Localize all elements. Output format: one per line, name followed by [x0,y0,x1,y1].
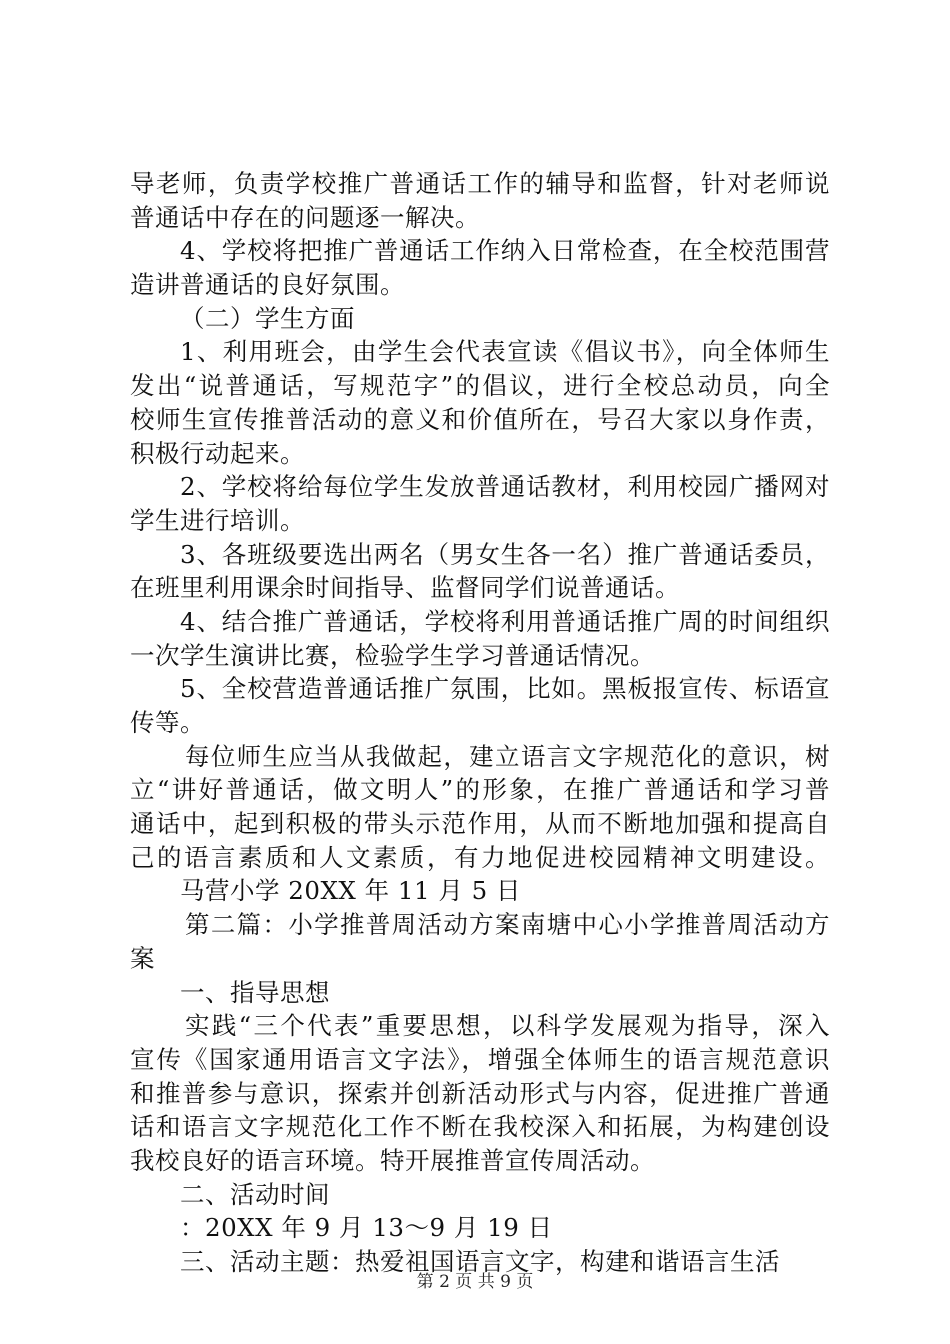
text-line: 在班里利用课余时间指导、监督同学们说普通话。 [130,573,680,603]
text-line: 导老师，负责学校推广普通话工作的辅导和监督，针对老师说 [130,169,830,198]
text-line: 2、学校将给每位学生发放普通话教材，利用校园广播网对 [180,472,830,502]
text-line: 造讲普通话的良好氛围。 [130,270,405,300]
text-line: 实践“三个代表”重要思想，以科学发展观为指导，深入 [185,1011,830,1041]
text-line: 立“讲好普通话，做文明人”的形象，在推广普通话和学习普 [130,775,830,805]
text-line: 第二篇：小学推普周活动方案南塘中心小学推普周活动方 [185,910,830,940]
text-line: 4、结合推广普通话，学校将利用普通话推广周的时间组织 [180,606,830,636]
text-line: 普通话中存在的问题逐一解决。 [130,202,480,232]
text-line: 发出“说普通话，写规范字”的倡议，进行全校总动员，向全 [130,371,830,401]
text-line: 己的语言素质和人文素质，有力地促进校园精神文明建设。 [130,842,830,872]
text-line: 通话中，起到积极的带头示范作用，从而不断地加强和提高自 [130,809,830,839]
text-line: 一、指导思想 [180,977,330,1007]
text-line: 二、活动时间 [180,1179,330,1209]
text-line: 积极行动起来。 [130,438,305,468]
document-body [130,167,830,1279]
text-line: 案 [130,943,155,973]
text-line: 5、全校营造普通话推广氛围，比如。黑板报宣传、标语宣 [180,674,830,704]
text-line: 学生进行培训。 [130,505,305,535]
text-line: 一次学生演讲比赛，检验学生学习普通话情况。 [130,640,655,670]
text-line: 和推普参与意识，探索并创新活动形式与内容，促进推广普通 [130,1078,830,1108]
text-line: ：20XX 年 9 月 13～9 月 19 日 [180,1213,553,1243]
text-line: （二）学生方面 [180,303,355,333]
text-line: 校师生宣传推普活动的意义和价值所在，号召大家以身作责， [130,404,830,434]
text-line: 3、各班级要选出两名（男女生各一名）推广普通话委员， [180,539,830,569]
text-line: 1、利用班会，由学生会代表宣读《倡议书》，向全体师生 [180,337,830,367]
text-line: 宣传《国家通用语言文字法》，增强全体师生的语言规范意识 [130,1044,830,1074]
text-line: 三、活动主题：热爱祖国语言文字，构建和谐语言生活 [180,1247,780,1276]
page-footer: 第 2 页 共 9 页 [416,1272,534,1292]
text-line: 话和语言文字规范化工作不断在我校深入和拓展，为构建创设 [130,1112,830,1142]
text-line: 传等。 [130,708,205,737]
text-line: 我校良好的语言环境。特开展推普宣传周活动。 [130,1145,655,1175]
text-line: 4、学校将把推广普通话工作纳入日常检查，在全校范围营 [180,236,830,266]
text-line: 每位师生应当从我做起，建立语言文字规范化的意识，树 [185,741,830,771]
text-line: 马营小学 20XX 年 11 月 5 日 [180,876,522,906]
